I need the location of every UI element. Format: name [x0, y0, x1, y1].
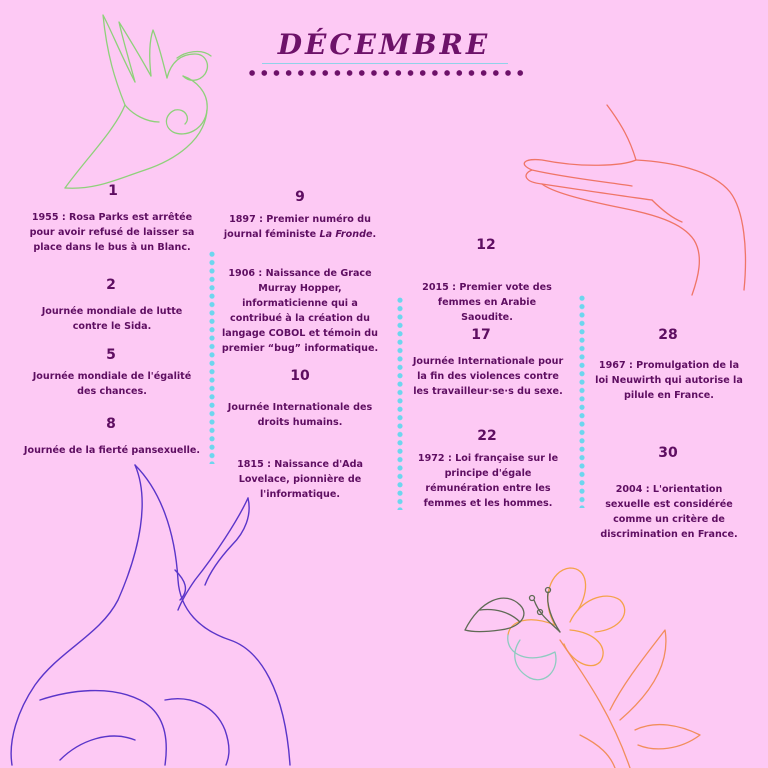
event-9a-text-part1: 1897 : Premier numéro du journal féministe: [223, 214, 371, 240]
event-22-text: 1972 : Loi française sur le principe d'égale rémunération entre les femmes et les hommes.: [417, 453, 559, 509]
open-hand-icon: [512, 100, 752, 300]
event-2-text: Journée mondiale de lutte contre le Sida.: [41, 306, 183, 332]
day-28: 28: [658, 327, 678, 343]
day-2: 2: [106, 277, 116, 293]
event-10a-text: Journée Internationale des droits humains.: [227, 402, 373, 428]
day-1: 1: [108, 183, 118, 199]
event-9a-text-part2: .: [372, 229, 377, 240]
event-5-text: Journée mondiale de l'égalité des chances.: [32, 371, 192, 397]
event-17-text: Journée Internationale pour la fin des violences contre les travailleur·se·s du sexe.: [412, 356, 564, 397]
day-8: 8: [106, 416, 116, 432]
title-dotted-divider: [246, 69, 526, 77]
embracing-figures-icon: [0, 460, 300, 768]
ok-hand-icon: [55, 10, 225, 200]
day-9: 9: [295, 189, 305, 205]
day-10: 10: [290, 368, 310, 384]
event-30-text: 2004 : L'orientation sexuelle est considérée comme un critère de discrimination en France.: [600, 484, 738, 540]
event-10b-text: 1815 : Naissance d'Ada Lovelace, pionnière de l'informatique.: [237, 459, 363, 500]
title-underline: [262, 63, 508, 64]
page-title: DÉCEMBRE: [277, 28, 491, 61]
flower-icon: [460, 560, 710, 768]
event-9b-text: 1906 : Naissance de Grace Murray Hopper, informaticienne qui a contribué à la création du langage COBOL et témoin du premier “bug” informatique.: [221, 268, 379, 354]
event-8-text: Journée de la fierté pansexuelle.: [23, 445, 201, 456]
day-12: 12: [476, 237, 496, 253]
event-12-text: 2015 : Premier vote des femmes en Arabie Saoudite.: [422, 282, 552, 323]
column-divider-3: [578, 294, 586, 508]
column-divider-2: [396, 296, 404, 510]
event-1-text: 1955 : Rosa Parks est arrêtée pour avoir refusé de laisser sa place dans le bus à un Blanc.: [29, 212, 195, 253]
event-9a-text: [216, 212, 384, 242]
day-5: 5: [106, 347, 116, 363]
column-divider-1: [208, 250, 216, 464]
day-17: 17: [471, 327, 491, 343]
day-30: 30: [658, 445, 678, 461]
day-22: 22: [477, 428, 497, 444]
event-28-text: 1967 : Promulgation de la loi Neuwirth qui autorise la pilule en France.: [595, 360, 743, 401]
event-9a-newspaper-title: La Fronde: [319, 229, 373, 240]
